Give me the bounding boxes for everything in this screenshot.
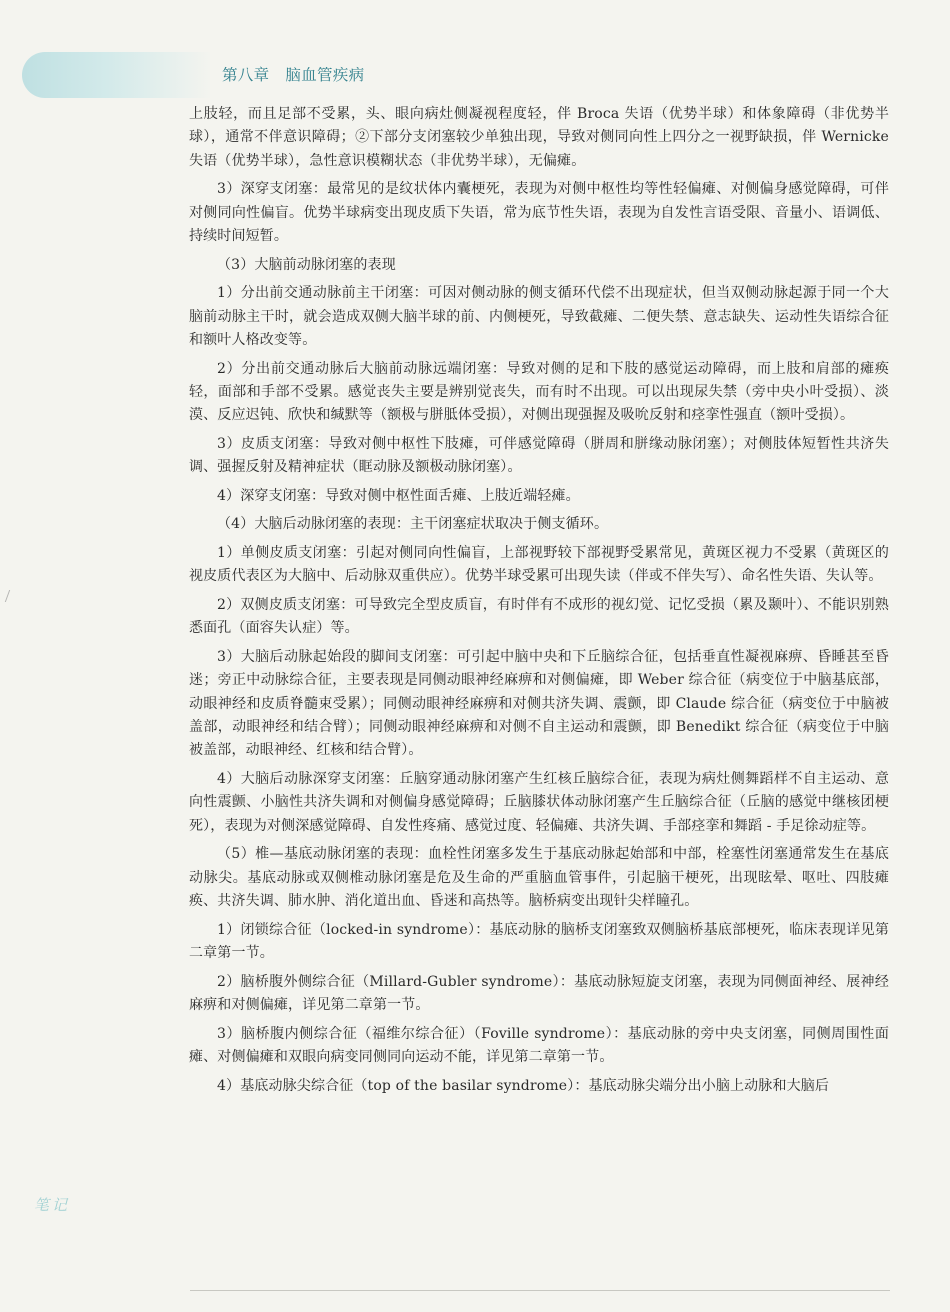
section-heading: （5）椎—基底动脉闭塞的表现：血栓性闭塞多发生于基底动脉起始部和中部，栓塞性闭塞通常发生在基底动脉尖。基底动脉或双侧椎动脉闭塞是危及生命的严重脑血管事件，引起脑干梗死，出现眩晕、呕吐、四肢瘫痪、共济失调、肺水肿、消化道出血、昏迷和高热等。脑桥病变出现针尖样瞳孔。 — [189, 846, 889, 909]
paragraph: 3）皮质支闭塞：导致对侧中枢性下肢瘫，可伴感觉障碍（胼周和胼缘动脉闭塞）；对侧肢体短暂性共济失调、强握反射及精神症状（眶动脉及额极动脉闭塞）。 — [189, 435, 889, 476]
paragraph: 3）深穿支闭塞：最常见的是纹状体内囊梗死，表现为对侧中枢性均等性轻偏瘫、对侧偏身感觉障碍，可伴对侧同向性偏盲。优势半球病变出现皮质下失语，常为底节性失语，表现为自发性言语受限、音量小、语调低、持续时间短暂。 — [189, 181, 889, 244]
chapter-number: 第八章 — [222, 66, 270, 84]
paragraph: 2）脑桥腹外侧综合征（Millard-Gubler syndrome）：基底动脉短旋支闭塞，表现为同侧面神经、展神经麻痹和对侧偏瘫，详见第二章第一节。 — [189, 973, 889, 1013]
chapter-tab-decoration — [22, 52, 212, 98]
paragraph: 4）大脑后动脉深穿支闭塞：丘脑穿通动脉闭塞产生红核丘脑综合征，表现为病灶侧舞蹈样不自主运动、意向性震颤、小脑性共济失调和对侧偏身感觉障碍；丘脑膝状体动脉闭塞产生丘脑综合征（丘脑的感觉中继核团梗死），表现为对侧深感觉障碍、自发性疼痛、感觉过度、轻偏瘫、共济失调、手部痉挛和舞蹈 - 手足徐动症等。 — [189, 771, 889, 834]
chapter-title: 脑血管疾病 — [285, 66, 365, 84]
paragraph: 2）双侧皮质支闭塞：可导致完全型皮质盲，有时伴有不成形的视幻觉、记忆受损（累及颞叶）、不能识别熟悉面孔（面容失认症）等。 — [189, 597, 889, 637]
body-text — [189, 103, 889, 1103]
paragraph: 1）单侧皮质支闭塞：引起对侧同向性偏盲，上部视野较下部视野受累常见，黄斑区视力不受累（黄斑区的视皮质代表区为大脑中、后动脉双重供应）。优势半球受累可出现失读（伴或不伴失写）、命名性失语、失认等。 — [189, 545, 889, 585]
section-heading: （3）大脑前动脉闭塞的表现 — [217, 256, 396, 273]
paragraph: 1）闭锁综合征（locked-in syndrome）：基底动脉的脑桥支闭塞致双侧脑桥基底部梗死，临床表现详见第二章第一节。 — [189, 921, 889, 961]
paragraph: 4）深穿支闭塞：导致对侧中枢性面舌瘫、上肢近端轻瘫。 — [217, 487, 580, 504]
running-header — [222, 63, 364, 85]
notes-label: 笔记 — [34, 1196, 71, 1214]
paragraph: 1）分出前交通动脉前主干闭塞：可因对侧动脉的侧支循环代偿不出现症状，但当双侧动脉起源于同一个大脑前动脉主干时，就会造成双侧大脑半球的前、内侧梗死，导致截瘫、二便失禁、意志缺失、运动性失语综合征和额叶人格改变等。 — [189, 285, 889, 348]
paragraph: 上肢轻，而且足部不受累，头、眼向病灶侧凝视程度轻，伴 Broca 失语（优势半球）和体象障碍（非优势半球），通常不伴意识障碍；②下部分支闭塞较少单独出现，导致对侧同向性上四分之一视野缺损，伴 Wernicke 失语（优势半球），急性意识模糊状态（非优势半球），无偏瘫。 — [189, 106, 889, 169]
section-heading: （4）大脑后动脉闭塞的表现：主干闭塞症状取决于侧支循环。 — [217, 516, 609, 533]
margin-mark — [5, 590, 15, 602]
bottom-rule — [190, 1290, 890, 1291]
paragraph: 3）脑桥腹内侧综合征（福维尔综合征）（Foville syndrome）：基底动脉的旁中央支闭塞，同侧周围性面瘫、对侧偏瘫和双眼向病变同侧同向运动不能，详见第二章第一节。 — [189, 1025, 889, 1065]
paragraph: 3）大脑后动脉起始段的脚间支闭塞：可引起中脑中央和下丘脑综合征，包括垂直性凝视麻痹、昏睡甚至昏迷；旁正中动脉综合征，主要表现是同侧动眼神经麻痹和对侧偏瘫，即 Weber 综合征（病变位于中脑基底部，动眼神经和皮质脊髓束受累）；同侧动眼神经麻痹和对侧共济失调、震颤，即 Claude 综合征（病变位于中脑被盖部，动眼神经和结合臂）；同侧动眼神经麻痹和对侧不自主运动和震颤，即 Benedikt 综合征（病变位于中脑被盖部，动眼神经、红核和结合臂）。 — [189, 649, 889, 759]
paragraph: 4）基底动脉尖综合征（top of the basilar syndrome）：基底动脉尖端分出小脑上动脉和大脑后 — [217, 1077, 830, 1094]
paragraph: 2）分出前交通动脉后大脑前动脉远端闭塞：导致对侧的足和下肢的感觉运动障碍，而上肢和肩部的瘫痪轻，面部和手部不受累。感觉丧失主要是辨别觉丧失，而有时不出现。可以出现尿失禁（旁中央小叶受损）、淡漠、反应迟钝、欣快和缄默等（额极与胼胝体受损），对侧出现强握及吸吮反射和痉挛性强直（额叶受损）。 — [189, 360, 889, 424]
